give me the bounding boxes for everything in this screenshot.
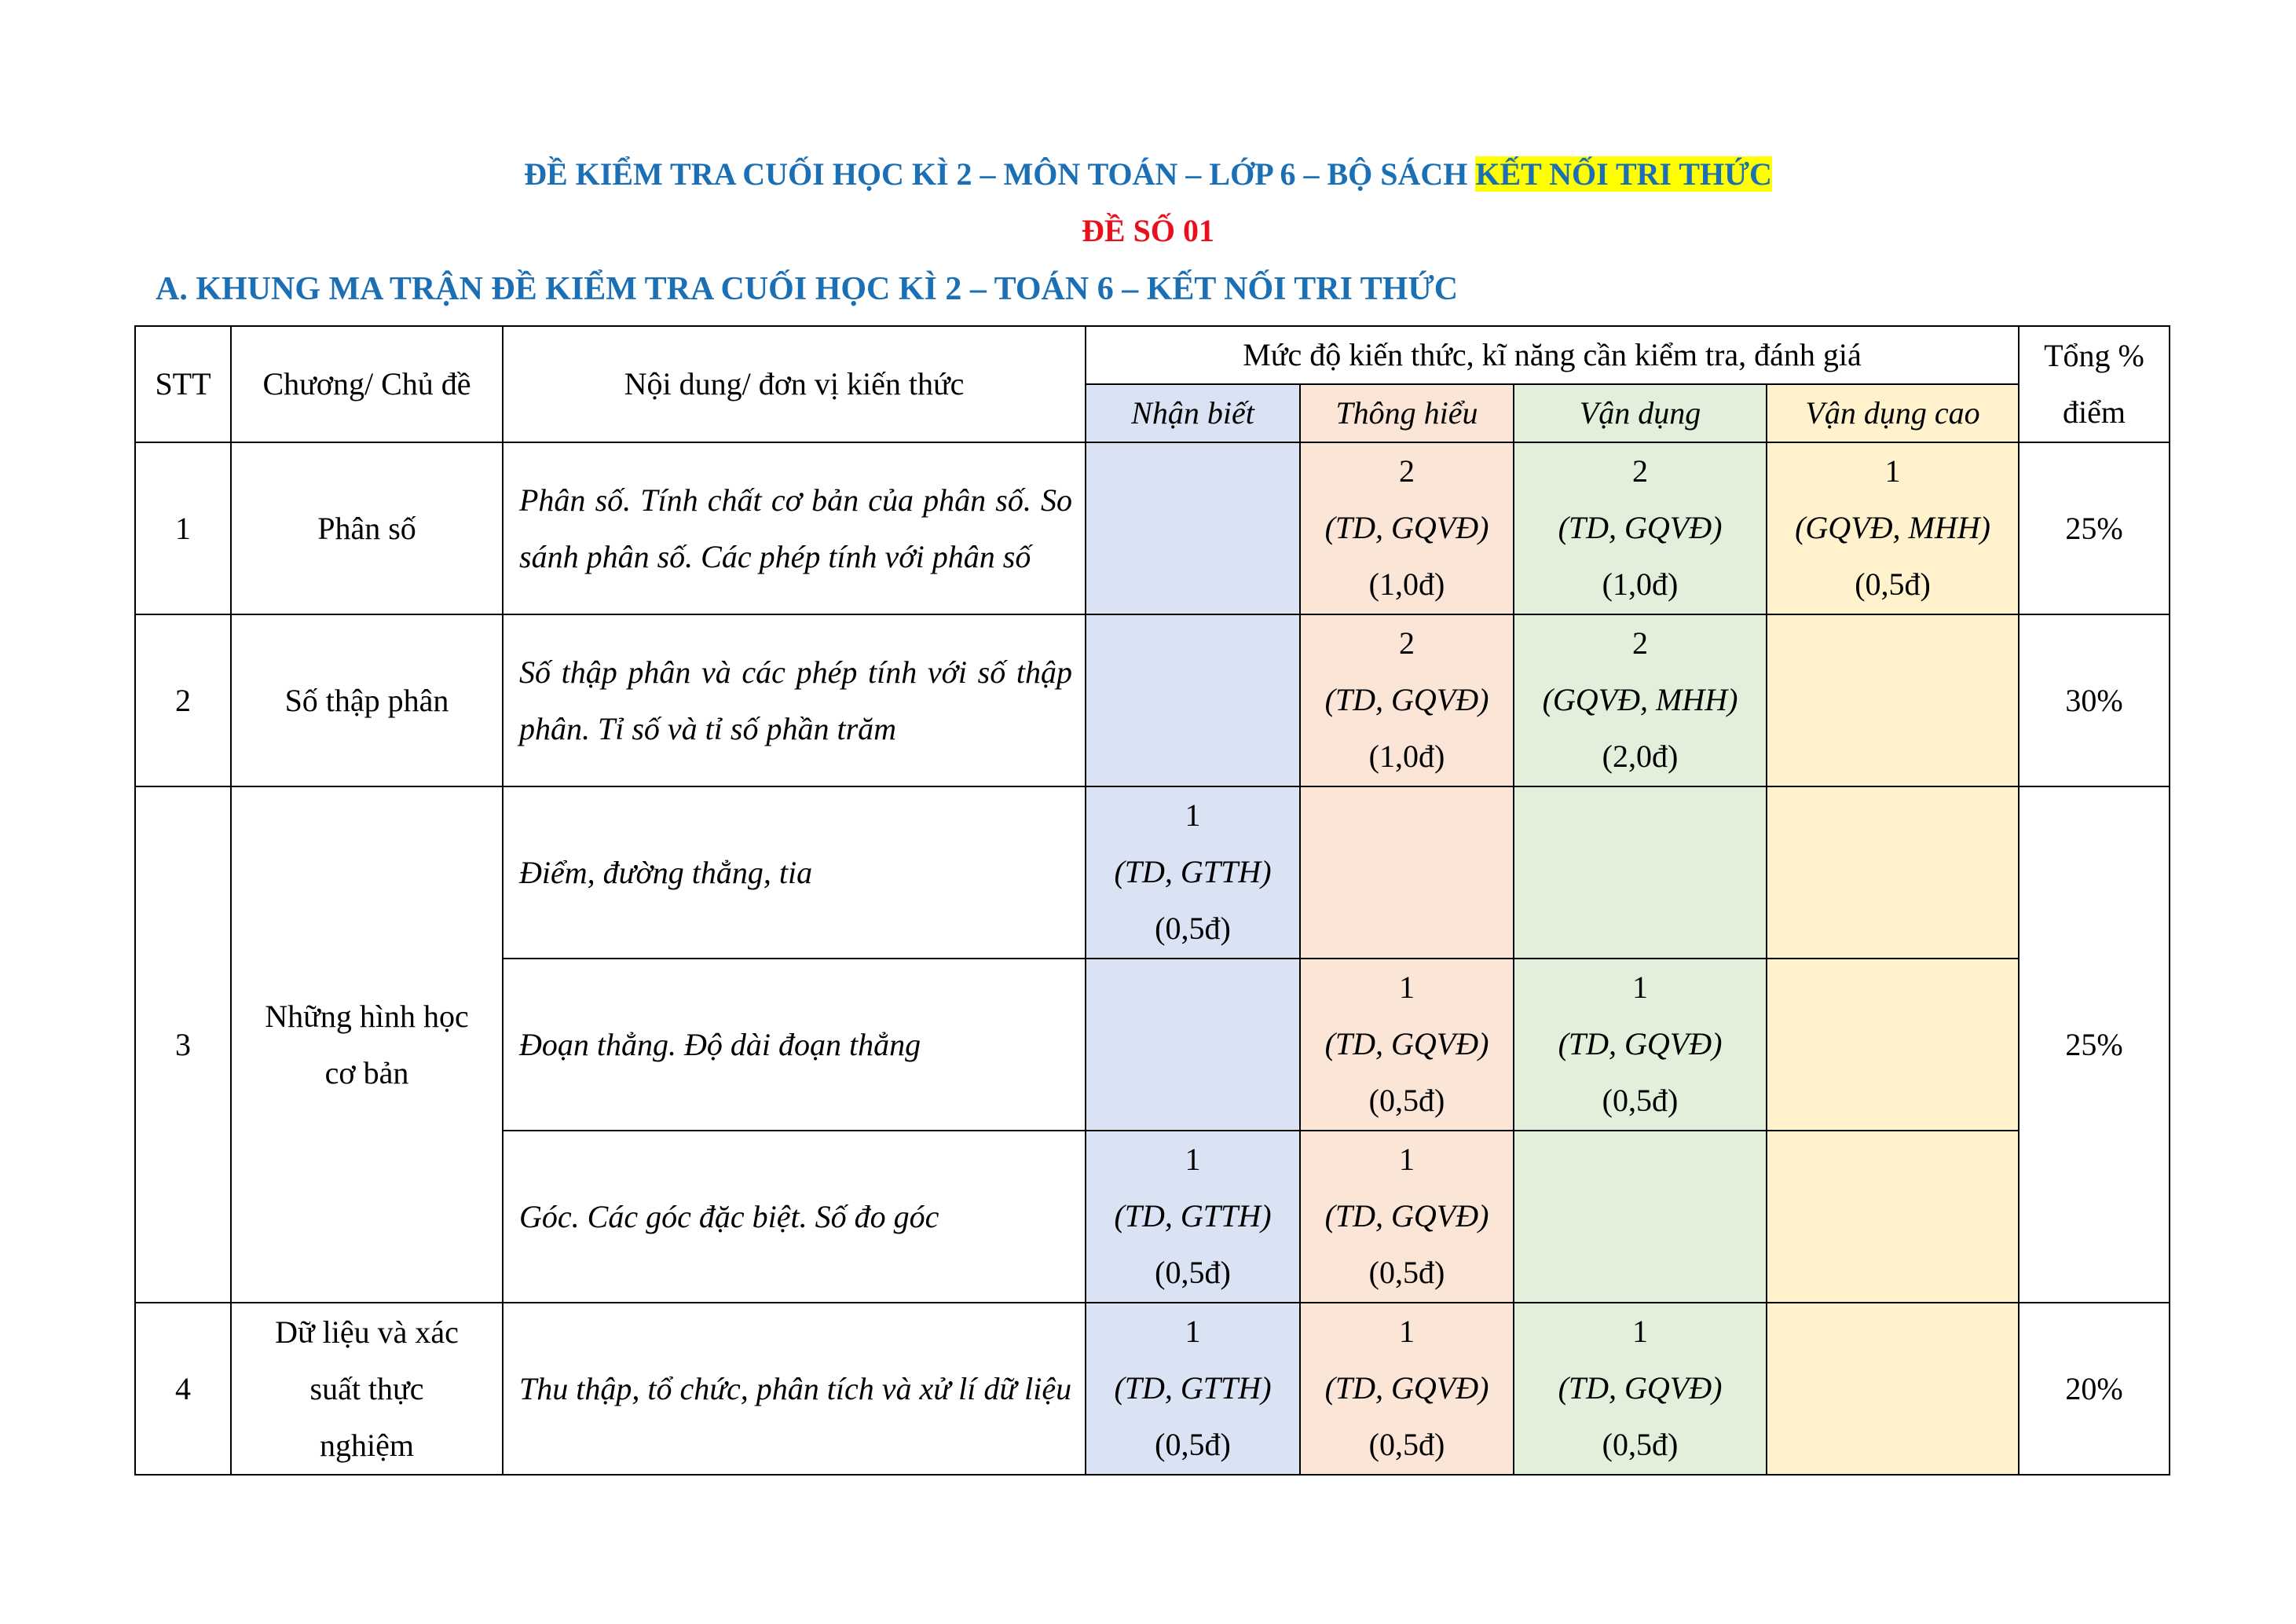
- question-count: 1: [1399, 1142, 1415, 1177]
- cell-van-dung: [1514, 614, 1767, 786]
- competencies: (TD, GQVĐ): [1324, 1370, 1489, 1406]
- cell-nhan-biet: [1086, 1131, 1300, 1303]
- score: (0,5đ): [1368, 1083, 1445, 1118]
- score: (0,5đ): [1368, 1255, 1445, 1290]
- cell-nhan-biet: [1086, 1303, 1300, 1475]
- cell-stt: 4: [135, 1303, 231, 1475]
- cell-nhan-biet: [1086, 442, 1300, 614]
- cell-chapter: [231, 786, 503, 1303]
- table-row: [135, 786, 2170, 959]
- question-count: 1: [1632, 970, 1648, 1005]
- cell-chapter: [231, 1303, 503, 1475]
- page-title: [0, 154, 2296, 195]
- chapter-line: suất thực: [309, 1370, 424, 1406]
- cell-total: 25%: [2019, 442, 2170, 614]
- cell-content: Số thập phân và các phép tính với số thập phân. Tỉ số và tỉ số phần trăm: [503, 614, 1086, 786]
- matrix-body: [135, 442, 2170, 1475]
- table-row: [135, 1303, 2170, 1475]
- chapter-line: Số thập phân: [284, 682, 449, 718]
- page-title-highlight: KẾT NỐI TRI THỨC: [1475, 156, 1772, 192]
- competencies: (GQVĐ, MHH): [1795, 510, 1990, 545]
- cell-thong-hieu: [1300, 442, 1514, 614]
- header-level-van-dung: Vận dụng: [1514, 384, 1767, 442]
- header-level-nhan-biet: Nhận biết: [1086, 384, 1300, 442]
- section-heading: A. KHUNG MA TRẬN ĐỀ KIỂM TRA CUỐI HỌC KÌ 2 – TOÁN 6 – KẾT NỐI TRI THỨC: [156, 271, 1459, 307]
- header-stt: STT: [135, 326, 231, 442]
- cell-chapter: [231, 614, 503, 786]
- cell-nhan-biet: [1086, 786, 1300, 959]
- header-level-thong-hieu: Thông hiểu: [1300, 384, 1514, 442]
- score: (0,5đ): [1368, 1427, 1445, 1462]
- question-count: 1: [1185, 1142, 1201, 1177]
- cell-van-dung-cao: [1767, 442, 2019, 614]
- cell-van-dung-cao: [1767, 614, 2019, 786]
- competencies: (TD, GQVĐ): [1324, 1026, 1489, 1061]
- score: (0,5đ): [1155, 911, 1231, 946]
- competencies: (TD, GQVĐ): [1324, 510, 1489, 545]
- competencies: (TD, GTTH): [1114, 1198, 1272, 1234]
- header-level-van-dung-cao: Vận dụng cao: [1767, 384, 2019, 442]
- table-row: [135, 442, 2170, 614]
- score: (0,5đ): [1155, 1427, 1231, 1462]
- cell-thong-hieu: [1300, 614, 1514, 786]
- cell-van-dung-cao: [1767, 1303, 2019, 1475]
- score: (2,0đ): [1602, 739, 1679, 774]
- cell-van-dung: [1514, 1303, 1767, 1475]
- cell-van-dung: [1514, 959, 1767, 1131]
- cell-thong-hieu: [1300, 959, 1514, 1131]
- question-count: 2: [1399, 625, 1415, 661]
- cell-van-dung-cao: [1767, 1131, 2019, 1303]
- cell-total: 30%: [2019, 614, 2170, 786]
- cell-chapter: [231, 442, 503, 614]
- score: (0,5đ): [1855, 566, 1931, 602]
- chapter-line: Những hình học: [265, 998, 469, 1034]
- question-count: 1: [1185, 797, 1201, 833]
- competencies: (TD, GQVĐ): [1324, 682, 1489, 717]
- competencies: (TD, GQVĐ): [1558, 1370, 1723, 1406]
- score: (1,0đ): [1602, 566, 1679, 602]
- competencies: (TD, GTTH): [1114, 854, 1272, 889]
- question-count: 1: [1185, 1314, 1201, 1349]
- question-count: 2: [1632, 453, 1648, 489]
- score: (1,0đ): [1368, 566, 1445, 602]
- header-levels-group: Mức độ kiến thức, kĩ năng cần kiểm tra, đánh giá: [1086, 326, 2019, 384]
- chapter-line: Phân số: [317, 510, 416, 546]
- header-chapter: Chương/ Chủ đề: [231, 326, 503, 442]
- header-total-line1: Tổng %: [2044, 338, 2144, 373]
- cell-total: 25%: [2019, 786, 2170, 1303]
- exam-number: ĐỀ SỐ 01: [1082, 213, 1214, 248]
- cell-van-dung-cao: [1767, 786, 2019, 959]
- question-count: 1: [1399, 1314, 1415, 1349]
- chapter-line: Dữ liệu và xác: [275, 1314, 459, 1350]
- table-row: [135, 614, 2170, 786]
- cell-content: Thu thập, tổ chức, phân tích và xử lí dữ liệu: [503, 1303, 1086, 1475]
- score: (0,5đ): [1155, 1255, 1231, 1290]
- score: (0,5đ): [1602, 1083, 1679, 1118]
- question-count: 2: [1399, 453, 1415, 489]
- header-content: Nội dung/ đơn vị kiến thức: [503, 326, 1086, 442]
- matrix-table: [134, 325, 2170, 1476]
- question-count: 2: [1632, 625, 1648, 661]
- competencies: (TD, GQVĐ): [1558, 1026, 1723, 1061]
- cell-thong-hieu: [1300, 1303, 1514, 1475]
- cell-stt: 3: [135, 786, 231, 1303]
- cell-content: Đoạn thẳng. Độ dài đoạn thẳng: [503, 959, 1086, 1131]
- question-count: 1: [1884, 453, 1901, 489]
- cell-content: Góc. Các góc đặc biệt. Số đo góc: [503, 1131, 1086, 1303]
- header-total-line2: điểm: [2063, 394, 2126, 430]
- cell-nhan-biet: [1086, 614, 1300, 786]
- question-count: 1: [1399, 970, 1415, 1005]
- cell-van-dung: [1514, 442, 1767, 614]
- chapter-line: nghiệm: [320, 1427, 414, 1463]
- competencies: (TD, GTTH): [1114, 1370, 1272, 1406]
- cell-total: 20%: [2019, 1303, 2170, 1475]
- page-title-main: ĐỀ KIỂM TRA CUỐI HỌC KÌ 2 – MÔN TOÁN – LỚP 6 – BỘ SÁCH: [524, 156, 1476, 192]
- question-count: 1: [1632, 1314, 1648, 1349]
- cell-stt: 1: [135, 442, 231, 614]
- chapter-line: cơ bản: [324, 1054, 409, 1091]
- competencies: (TD, GQVĐ): [1324, 1198, 1489, 1234]
- cell-content: Điểm, đường thẳng, tia: [503, 786, 1086, 959]
- cell-van-dung: [1514, 786, 1767, 959]
- header-total: [2019, 326, 2170, 442]
- cell-thong-hieu: [1300, 1131, 1514, 1303]
- header-row-1: [135, 326, 2170, 384]
- cell-nhan-biet: [1086, 959, 1300, 1131]
- cell-thong-hieu: [1300, 786, 1514, 959]
- competencies: (GQVĐ, MHH): [1542, 682, 1738, 717]
- cell-van-dung-cao: [1767, 959, 2019, 1131]
- competencies: (TD, GQVĐ): [1558, 510, 1723, 545]
- score: (1,0đ): [1368, 739, 1445, 774]
- score: (0,5đ): [1602, 1427, 1679, 1462]
- cell-content: Phân số. Tính chất cơ bản của phân số. So sánh phân số. Các phép tính với phân số: [503, 442, 1086, 614]
- cell-van-dung: [1514, 1131, 1767, 1303]
- cell-stt: 2: [135, 614, 231, 786]
